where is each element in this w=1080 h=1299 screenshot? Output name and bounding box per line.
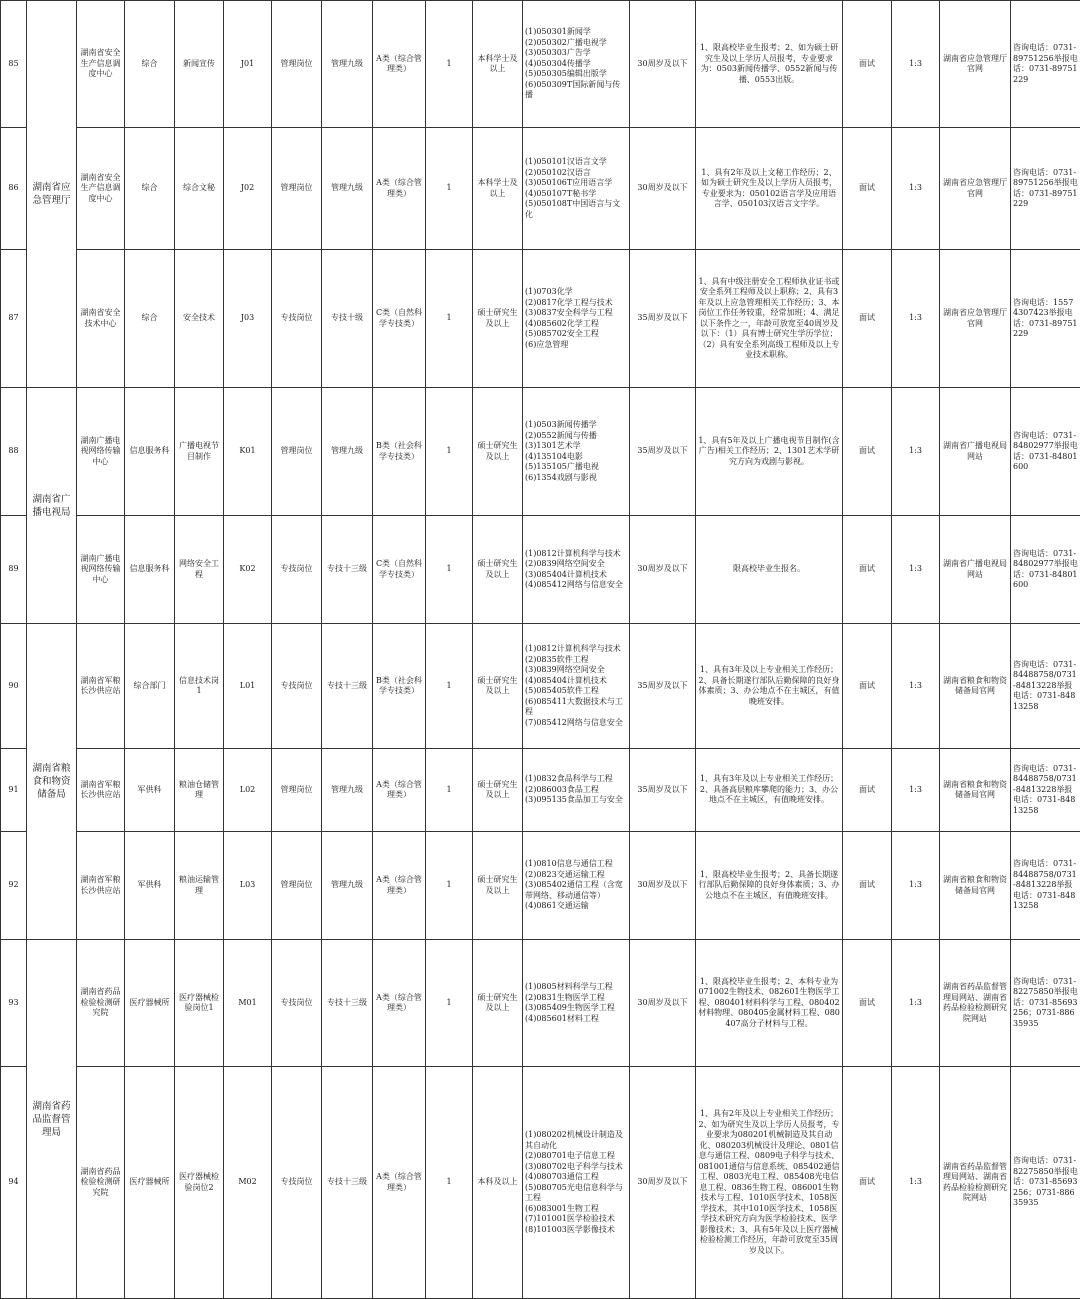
major-item: (3)050303广告学 <box>525 48 627 59</box>
age-cell: 30周岁及以下 <box>630 516 696 624</box>
edu-cell: 硕士研究生及以上 <box>473 749 523 832</box>
row-number: 91 <box>1 749 27 832</box>
major-item: (5)080705光电信息科学与工程 <box>525 1183 627 1204</box>
major-item: (2)050102汉语言 <box>525 168 627 179</box>
ratio-cell: 1:3 <box>892 1067 940 1299</box>
major-item: (1)0812计算机科学与技术 <box>525 549 627 560</box>
age-cell: 30周岁及以下 <box>630 1 696 128</box>
edu-cell: 硕士研究生及以上 <box>473 940 523 1067</box>
phone-cell: 咨询电话：0731-89751256举报电话：0731-89751229 <box>1011 1 1080 128</box>
site-cell: 湖南省粮食和物资储备局官网 <box>940 624 1011 749</box>
exam-cell: 面试 <box>843 1067 892 1299</box>
ptype-cell: 专技岗位 <box>272 516 322 624</box>
position-cell: 粮油运输管理 <box>175 832 224 940</box>
major-item: (5)050305编辑出版学 <box>525 69 627 80</box>
code-cell: J03 <box>224 250 272 388</box>
ratio-cell: 1:3 <box>892 749 940 832</box>
category-cell: B类（社会科学专技类） <box>373 624 426 749</box>
ratio-cell: 1:3 <box>892 388 940 516</box>
department-cell: 湖南省粮食和物资储备局 <box>27 624 77 940</box>
row-number: 94 <box>1 1067 27 1299</box>
major-item: (3)050106T应用语言学 <box>525 178 627 189</box>
count-cell: 1 <box>426 1067 473 1299</box>
table-row <box>1 1067 1080 1299</box>
req-cell: 1、限高校毕业生报考；2、具备长期遂行部队后勤保障的良好身体素质；3、办公地点不在主城区，有值晚班安排。 <box>696 832 843 940</box>
row-number: 87 <box>1 250 27 388</box>
major-item: (5)050108T中国语言与文化 <box>525 199 627 220</box>
major-item: (2)050302广播电视学 <box>525 38 627 49</box>
major-item: (3)080702电子科学与技术 <box>525 1162 627 1173</box>
phone-cell: 咨询电话：0731-84488758/0731-84813228举报电话：0731-84813258 <box>1011 749 1080 832</box>
major-item: (5)085405软件工程 <box>525 686 627 697</box>
major-item: (4)085601材料工程 <box>525 1014 627 1025</box>
dept-cell: 综合 <box>125 128 175 250</box>
position-cell: 广播电视节目制作 <box>175 388 224 516</box>
ratio-cell: 1:3 <box>892 516 940 624</box>
ptype-cell: 专技岗位 <box>272 250 322 388</box>
edu-cell: 硕士研究生及以上 <box>473 624 523 749</box>
row-number: 88 <box>1 388 27 516</box>
level-cell: 专技十三级 <box>322 624 373 749</box>
major-item: (1)0810信息与通信工程 <box>525 859 627 870</box>
major-item: (3)085402通信工程（含宽带网络、移动通信等） <box>525 880 627 901</box>
majors-cell <box>523 624 630 749</box>
exam-cell: 面试 <box>843 388 892 516</box>
req-cell: 1、具有3年及以上专业相关工作经历；2、具备高层粮库攀爬的能力；3、办公地点不在主城区，有值晚班安排。 <box>696 749 843 832</box>
major-item: (6)085411大数据技术与工程 <box>525 697 627 718</box>
exam-cell: 面试 <box>843 940 892 1067</box>
age-cell: 30周岁及以下 <box>630 1067 696 1299</box>
unit-cell: 湖南省安全生产信息调度中心 <box>77 128 125 250</box>
unit-cell: 湖南省军粮长沙供应站 <box>77 832 125 940</box>
exam-cell: 面试 <box>843 832 892 940</box>
count-cell: 1 <box>426 388 473 516</box>
age-cell: 30周岁及以下 <box>630 832 696 940</box>
major-item: (1)0503新闻传播学 <box>525 420 627 431</box>
major-item: (2)0839网络空间安全 <box>525 559 627 570</box>
unit-cell: 湖南广播电视网络传输中心 <box>77 388 125 516</box>
level-cell: 管理九级 <box>322 749 373 832</box>
major-item: (2)0831生物医学工程 <box>525 993 627 1004</box>
age-cell: 35周岁及以下 <box>630 624 696 749</box>
major-item: (1)0832食品科学与工程 <box>525 774 627 785</box>
table-row <box>1 128 1080 250</box>
major-item: (2)0823交通运输工程 <box>525 870 627 881</box>
phone-cell: 咨询电话：15574307423举报电话：0731-89751229 <box>1011 250 1080 388</box>
major-item: (4)085404计算机技术 <box>525 676 627 687</box>
edu-cell: 本科学士及以上 <box>473 1 523 128</box>
major-item: (4)0861交通运输 <box>525 901 627 912</box>
dept-cell: 综合部门 <box>125 624 175 749</box>
ratio-cell: 1:3 <box>892 250 940 388</box>
major-item: (3)0839网络空间安全 <box>525 665 627 676</box>
age-cell: 35周岁及以下 <box>630 250 696 388</box>
position-cell: 粮油仓储管理 <box>175 749 224 832</box>
site-cell: 湖南省药品监督管理局网站、湖南省药品检验检测研究院网站 <box>940 940 1011 1067</box>
major-item: (2)0552新闻与传播 <box>525 431 627 442</box>
edu-cell: 硕士研究生及以上 <box>473 832 523 940</box>
edu-cell: 硕士研究生及以上 <box>473 250 523 388</box>
dept-cell: 综合 <box>125 250 175 388</box>
majors-cell <box>523 388 630 516</box>
unit-cell: 湖南省军粮长沙供应站 <box>77 624 125 749</box>
level-cell: 专技十级 <box>322 250 373 388</box>
table-row <box>1 940 1080 1067</box>
level-cell: 专技十三级 <box>322 516 373 624</box>
major-item: (4)135104电影 <box>525 452 627 463</box>
major-item: (1)080202机械设计制造及其自动化 <box>525 1130 627 1151</box>
level-cell: 管理九级 <box>322 128 373 250</box>
ptype-cell: 管理岗位 <box>272 749 322 832</box>
row-number: 90 <box>1 624 27 749</box>
edu-cell: 本科学士及以上 <box>473 128 523 250</box>
major-item: (6)1354戏剧与影视 <box>525 473 627 484</box>
req-cell: 1、具有5年及以上广播电视节目制作(含广告)相关工作经历；2、1301艺术学研究方向为戏剧与影视。 <box>696 388 843 516</box>
position-cell: 医疗器械检验岗位1 <box>175 940 224 1067</box>
major-item: (7)101001医学检验技术 <box>525 1214 627 1225</box>
department-cell: 湖南省药品监督管理局 <box>27 940 77 1299</box>
major-item: (2)080701电子信息工程 <box>525 1151 627 1162</box>
ptype-cell: 管理岗位 <box>272 1 322 128</box>
code-cell: L03 <box>224 832 272 940</box>
majors-cell <box>523 516 630 624</box>
age-cell: 30周岁及以下 <box>630 940 696 1067</box>
table-row <box>1 832 1080 940</box>
count-cell: 1 <box>426 832 473 940</box>
dept-cell: 医疗器械所 <box>125 940 175 1067</box>
major-item: (2)086003食品工程 <box>525 785 627 796</box>
major-item: (6)083001生物工程 <box>525 1204 627 1215</box>
major-item: (3)0837安全科学与工程 <box>525 308 627 319</box>
req-cell: 1、具有3年及以上专业相关工作经历；2、具备长期遂行部队后勤保障的良好身体素质；3、办公地点不在主城区，有值晚班安排。 <box>696 624 843 749</box>
category-cell: A类（综合管理类） <box>373 749 426 832</box>
req-cell: 限高校毕业生报名。 <box>696 516 843 624</box>
majors-cell <box>523 1067 630 1299</box>
major-item: (4)050304传播学 <box>525 59 627 70</box>
table-row <box>1 1 1080 128</box>
count-cell: 1 <box>426 516 473 624</box>
unit-cell: 湖南广播电视网络传输中心 <box>77 516 125 624</box>
req-cell: 1、具有2年及以上专业相关工作经历；2、如为研究生及以上学历人员报考，专业要求为080201机械制造及其自动化、080203机械设计及理论、0801信息与通信工程、0809电子科学与技术、081001通信与信息系统、085402通信工程、0803光电工程、085408光电信息工程、0836生物工程、086001生物技术与工程、1010医学技术、1058医学技术，其中1010医学技术、1058医学技术研究方向为医学检验技术、医学影像技术；3、具有5年及以上医疗器械检验检测工作经历，年龄可放宽至35周岁及以下。 <box>696 1067 843 1299</box>
unit-cell: 湖南省军粮长沙供应站 <box>77 749 125 832</box>
majors-cell <box>523 1 630 128</box>
category-cell: A类（综合管理类） <box>373 1067 426 1299</box>
exam-cell: 面试 <box>843 624 892 749</box>
age-cell: 35周岁及以下 <box>630 749 696 832</box>
department-cell: 湖南省应急管理厅 <box>27 1 77 388</box>
table-row <box>1 250 1080 388</box>
exam-cell: 面试 <box>843 128 892 250</box>
major-item: (3)085409生物医学工程 <box>525 1003 627 1014</box>
major-item: (4)080703通信工程 <box>525 1172 627 1183</box>
code-cell: M01 <box>224 940 272 1067</box>
edu-cell: 本科及以上 <box>473 1067 523 1299</box>
dept-cell: 信息服务科 <box>125 516 175 624</box>
ptype-cell: 管理岗位 <box>272 832 322 940</box>
row-number: 85 <box>1 1 27 128</box>
majors-cell <box>523 128 630 250</box>
req-cell: 1、具有中级注册安全工程师执业证书或安全系列工程师及以上职称；2、具有3年及以上应急管理相关工作经历；3、本岗位工作任务较重，经常加班；4、满足以下条件之一，年龄可放宽至40周岁及以下：（1）具有博士研究生学历学位；（2）具有安全系列高级工程师及以上专业技术职称。 <box>696 250 843 388</box>
major-item: (4)050107T秘书学 <box>525 189 627 200</box>
code-cell: J02 <box>224 128 272 250</box>
majors-cell <box>523 832 630 940</box>
ratio-cell: 1:3 <box>892 624 940 749</box>
dept-cell: 综合 <box>125 1 175 128</box>
table-row <box>1 388 1080 516</box>
ptype-cell: 专技岗位 <box>272 1067 322 1299</box>
site-cell: 湖南省应急管理厅官网 <box>940 250 1011 388</box>
exam-cell: 面试 <box>843 250 892 388</box>
row-number: 93 <box>1 940 27 1067</box>
category-cell: A类（综合管理类） <box>373 128 426 250</box>
code-cell: K02 <box>224 516 272 624</box>
major-item: (3)1301艺术学 <box>525 441 627 452</box>
level-cell: 管理九级 <box>322 1 373 128</box>
position-cell: 医疗器械检验岗位2 <box>175 1067 224 1299</box>
position-cell: 新闻宣传 <box>175 1 224 128</box>
dept-cell: 医疗器械所 <box>125 1067 175 1299</box>
level-cell: 专技十三级 <box>322 1067 373 1299</box>
age-cell: 35周岁及以下 <box>630 388 696 516</box>
category-cell: A类（综合管理类） <box>373 940 426 1067</box>
count-cell: 1 <box>426 940 473 1067</box>
count-cell: 1 <box>426 749 473 832</box>
level-cell: 管理九级 <box>322 388 373 516</box>
major-item: (4)085412网络与信息安全 <box>525 580 627 591</box>
level-cell: 管理九级 <box>322 832 373 940</box>
major-item: (3)095135食品加工与安全 <box>525 795 627 806</box>
phone-cell: 咨询电话：0731-84488758/0731-84813228举报电话：0731-84813258 <box>1011 624 1080 749</box>
major-item: (2)0817化学工程与技术 <box>525 298 627 309</box>
ratio-cell: 1:3 <box>892 940 940 1067</box>
ptype-cell: 专技岗位 <box>272 940 322 1067</box>
major-item: (1)0703化学 <box>525 287 627 298</box>
count-cell: 1 <box>426 250 473 388</box>
unit-cell: 湖南省药品检验检测研究院 <box>77 940 125 1067</box>
age-cell: 30周岁及以下 <box>630 128 696 250</box>
unit-cell: 湖南省安全技术中心 <box>77 250 125 388</box>
category-cell: B类（社会科学专技类） <box>373 388 426 516</box>
site-cell: 湖南省应急管理厅官网 <box>940 1 1011 128</box>
row-number: 89 <box>1 516 27 624</box>
code-cell: J01 <box>224 1 272 128</box>
major-item: (1)050301新闻学 <box>525 27 627 38</box>
phone-cell: 咨询电话：0731-84488758/0731-84813228举报电话：0731-84813258 <box>1011 832 1080 940</box>
phone-cell: 咨询电话：0731-84802977举报电话：0731-84801600 <box>1011 516 1080 624</box>
code-cell: M02 <box>224 1067 272 1299</box>
site-cell: 湖南省粮食和物资储备局官网 <box>940 832 1011 940</box>
phone-cell: 咨询电话：0731-89751256举报电话：0731-89751229 <box>1011 128 1080 250</box>
unit-cell: 湖南省安全生产信息调度中心 <box>77 1 125 128</box>
major-item: (7)085412网络与信息安全 <box>525 718 627 729</box>
table-row <box>1 624 1080 749</box>
table-row <box>1 749 1080 832</box>
exam-cell: 面试 <box>843 1 892 128</box>
ratio-cell: 1:3 <box>892 128 940 250</box>
dept-cell: 军供科 <box>125 832 175 940</box>
req-cell: 1、具有2年及以上文秘工作经历；2、如为硕士研究生及以上学历人员报考，专业要求为：050102语言学及应用语言学、050103汉语言文字学。 <box>696 128 843 250</box>
position-cell: 综合文秘 <box>175 128 224 250</box>
major-item: (1)050101汉语言文学 <box>525 157 627 168</box>
exam-cell: 面试 <box>843 749 892 832</box>
major-item: (1)0805材料科学与工程 <box>525 982 627 993</box>
exam-cell: 面试 <box>843 516 892 624</box>
major-item: (3)085404计算机技术 <box>525 570 627 581</box>
category-cell: A类（综合管理类） <box>373 1 426 128</box>
major-item: (1)0812计算机科学与技术 <box>525 644 627 655</box>
site-cell: 湖南省广播电视局网站 <box>940 388 1011 516</box>
position-cell: 信息技术岗1 <box>175 624 224 749</box>
code-cell: L02 <box>224 749 272 832</box>
site-cell: 湖南省广播电视局网站 <box>940 516 1011 624</box>
ratio-cell: 1:3 <box>892 1 940 128</box>
count-cell: 1 <box>426 624 473 749</box>
site-cell: 湖南省应急管理厅官网 <box>940 128 1011 250</box>
phone-cell: 咨询电话：0731-82275850举报电话：0731-85693256；0731-88635935 <box>1011 1067 1080 1299</box>
ptype-cell: 专技岗位 <box>272 624 322 749</box>
ratio-cell: 1:3 <box>892 832 940 940</box>
count-cell: 1 <box>426 128 473 250</box>
major-item: (5)085702安全工程 <box>525 329 627 340</box>
major-item: (4)085602化学工程 <box>525 319 627 330</box>
dept-cell: 信息服务科 <box>125 388 175 516</box>
majors-cell <box>523 940 630 1067</box>
category-cell: A类（综合管理类） <box>373 832 426 940</box>
major-item: (6)应急管理 <box>525 340 627 351</box>
category-cell: C类（自然科学专技类） <box>373 516 426 624</box>
major-item: (6)050309T国际新闻与传播 <box>525 80 627 101</box>
phone-cell: 咨询电话：0731-82275850举报电话：0731-85693256；0731-88635935 <box>1011 940 1080 1067</box>
req-cell: 1、限高校毕业生报考；2、本科专业为071002生物技术、082601生物医学工程、080401材料科学与工程、080402材料物理、080405金属材料工程、080407高分子材料与工程。 <box>696 940 843 1067</box>
major-item: (2)0835软件工程 <box>525 655 627 666</box>
ptype-cell: 管理岗位 <box>272 128 322 250</box>
site-cell: 湖南省粮食和物资储备局官网 <box>940 749 1011 832</box>
req-cell: 1、限高校毕业生报考；2、如为硕士研究生及以上学历人员报考，专业要求为：0503新闻传播学、0552新闻与传播、0553出版。 <box>696 1 843 128</box>
phone-cell: 咨询电话：0731-84802977举报电话：0731-84801600 <box>1011 388 1080 516</box>
row-number: 92 <box>1 832 27 940</box>
unit-cell: 湖南省药品检验检测研究院 <box>77 1067 125 1299</box>
position-cell: 网络安全工程 <box>175 516 224 624</box>
level-cell: 专技十三级 <box>322 940 373 1067</box>
row-number: 86 <box>1 128 27 250</box>
department-cell: 湖南省广播电视局 <box>27 388 77 624</box>
ptype-cell: 管理岗位 <box>272 388 322 516</box>
site-cell: 湖南省药品监督管理局网站、湖南省药品检验检测研究院网站 <box>940 1067 1011 1299</box>
dept-cell: 军供科 <box>125 749 175 832</box>
major-item: (8)101003医学影像技术 <box>525 1225 627 1236</box>
code-cell: L01 <box>224 624 272 749</box>
code-cell: K01 <box>224 388 272 516</box>
edu-cell: 硕士研究生及以上 <box>473 388 523 516</box>
table-row <box>1 516 1080 624</box>
category-cell: C类（自然科学专技类） <box>373 250 426 388</box>
position-cell: 安全技术 <box>175 250 224 388</box>
edu-cell: 硕士研究生及以上 <box>473 516 523 624</box>
majors-cell <box>523 749 630 832</box>
major-item: (5)135105广播电视 <box>525 462 627 473</box>
count-cell: 1 <box>426 1 473 128</box>
majors-cell <box>523 250 630 388</box>
